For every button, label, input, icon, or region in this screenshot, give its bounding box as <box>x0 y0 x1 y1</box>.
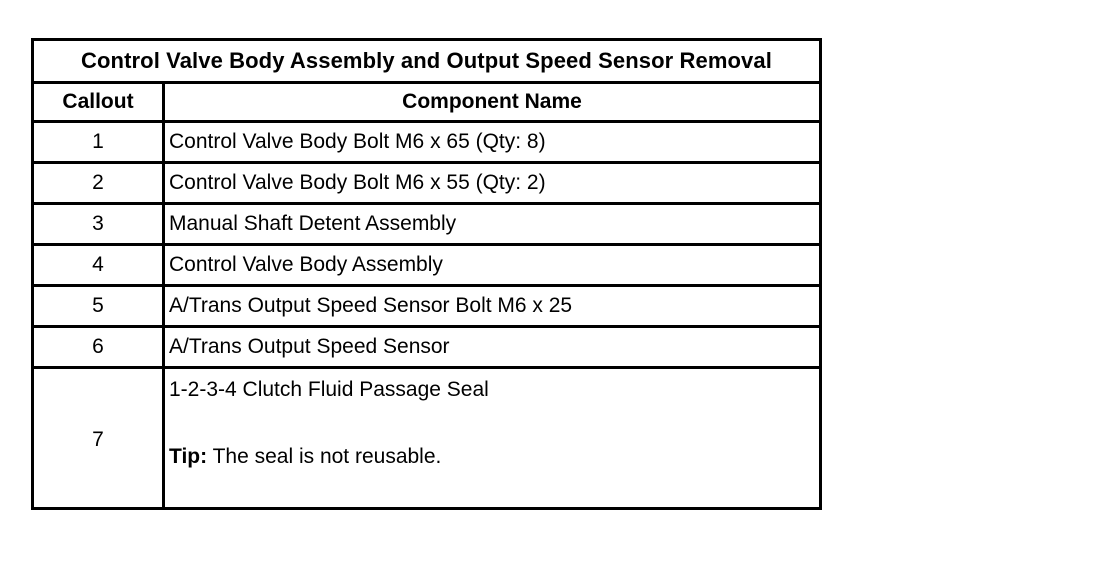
table-header-row <box>34 84 819 123</box>
component-name-cell <box>165 369 819 510</box>
tip-label: Tip: <box>169 445 208 468</box>
component-name-cell: A/Trans Output Speed Sensor <box>169 335 450 358</box>
table-row <box>34 246 819 287</box>
callout-cell: 1 <box>34 123 165 161</box>
table-row <box>34 123 819 164</box>
table-row <box>34 164 819 205</box>
table-row <box>34 328 819 369</box>
component-name-cell: Control Valve Body Assembly <box>169 253 443 276</box>
callout-header: Callout <box>34 84 165 120</box>
component-name-cell: Manual Shaft Detent Assembly <box>169 212 457 235</box>
table-row <box>34 287 819 328</box>
table-title: Control Valve Body Assembly and Output Speed Sensor Removal <box>34 41 819 84</box>
component-name-text: 1-2-3-4 Clutch Fluid Passage Seal <box>169 378 489 401</box>
component-name-cell: A/Trans Output Speed Sensor Bolt M6 x 25 <box>169 294 573 317</box>
component-name-cell: Control Valve Body Bolt M6 x 65 (Qty: 8) <box>169 130 546 153</box>
callout-cell: 7 <box>34 369 165 510</box>
tip-text: The seal is not reusable. <box>207 445 442 468</box>
component-name-cell: Control Valve Body Bolt M6 x 55 (Qty: 2) <box>169 171 546 194</box>
callout-cell: 4 <box>34 246 165 284</box>
callout-cell: 3 <box>34 205 165 243</box>
callout-cell: 6 <box>34 328 165 366</box>
callout-cell: 2 <box>34 164 165 202</box>
callout-cell: 5 <box>34 287 165 325</box>
table-row <box>34 369 819 510</box>
table-row <box>34 205 819 246</box>
component-name-header: Component Name <box>402 90 582 113</box>
tip-line <box>169 445 819 469</box>
component-table <box>31 38 822 510</box>
